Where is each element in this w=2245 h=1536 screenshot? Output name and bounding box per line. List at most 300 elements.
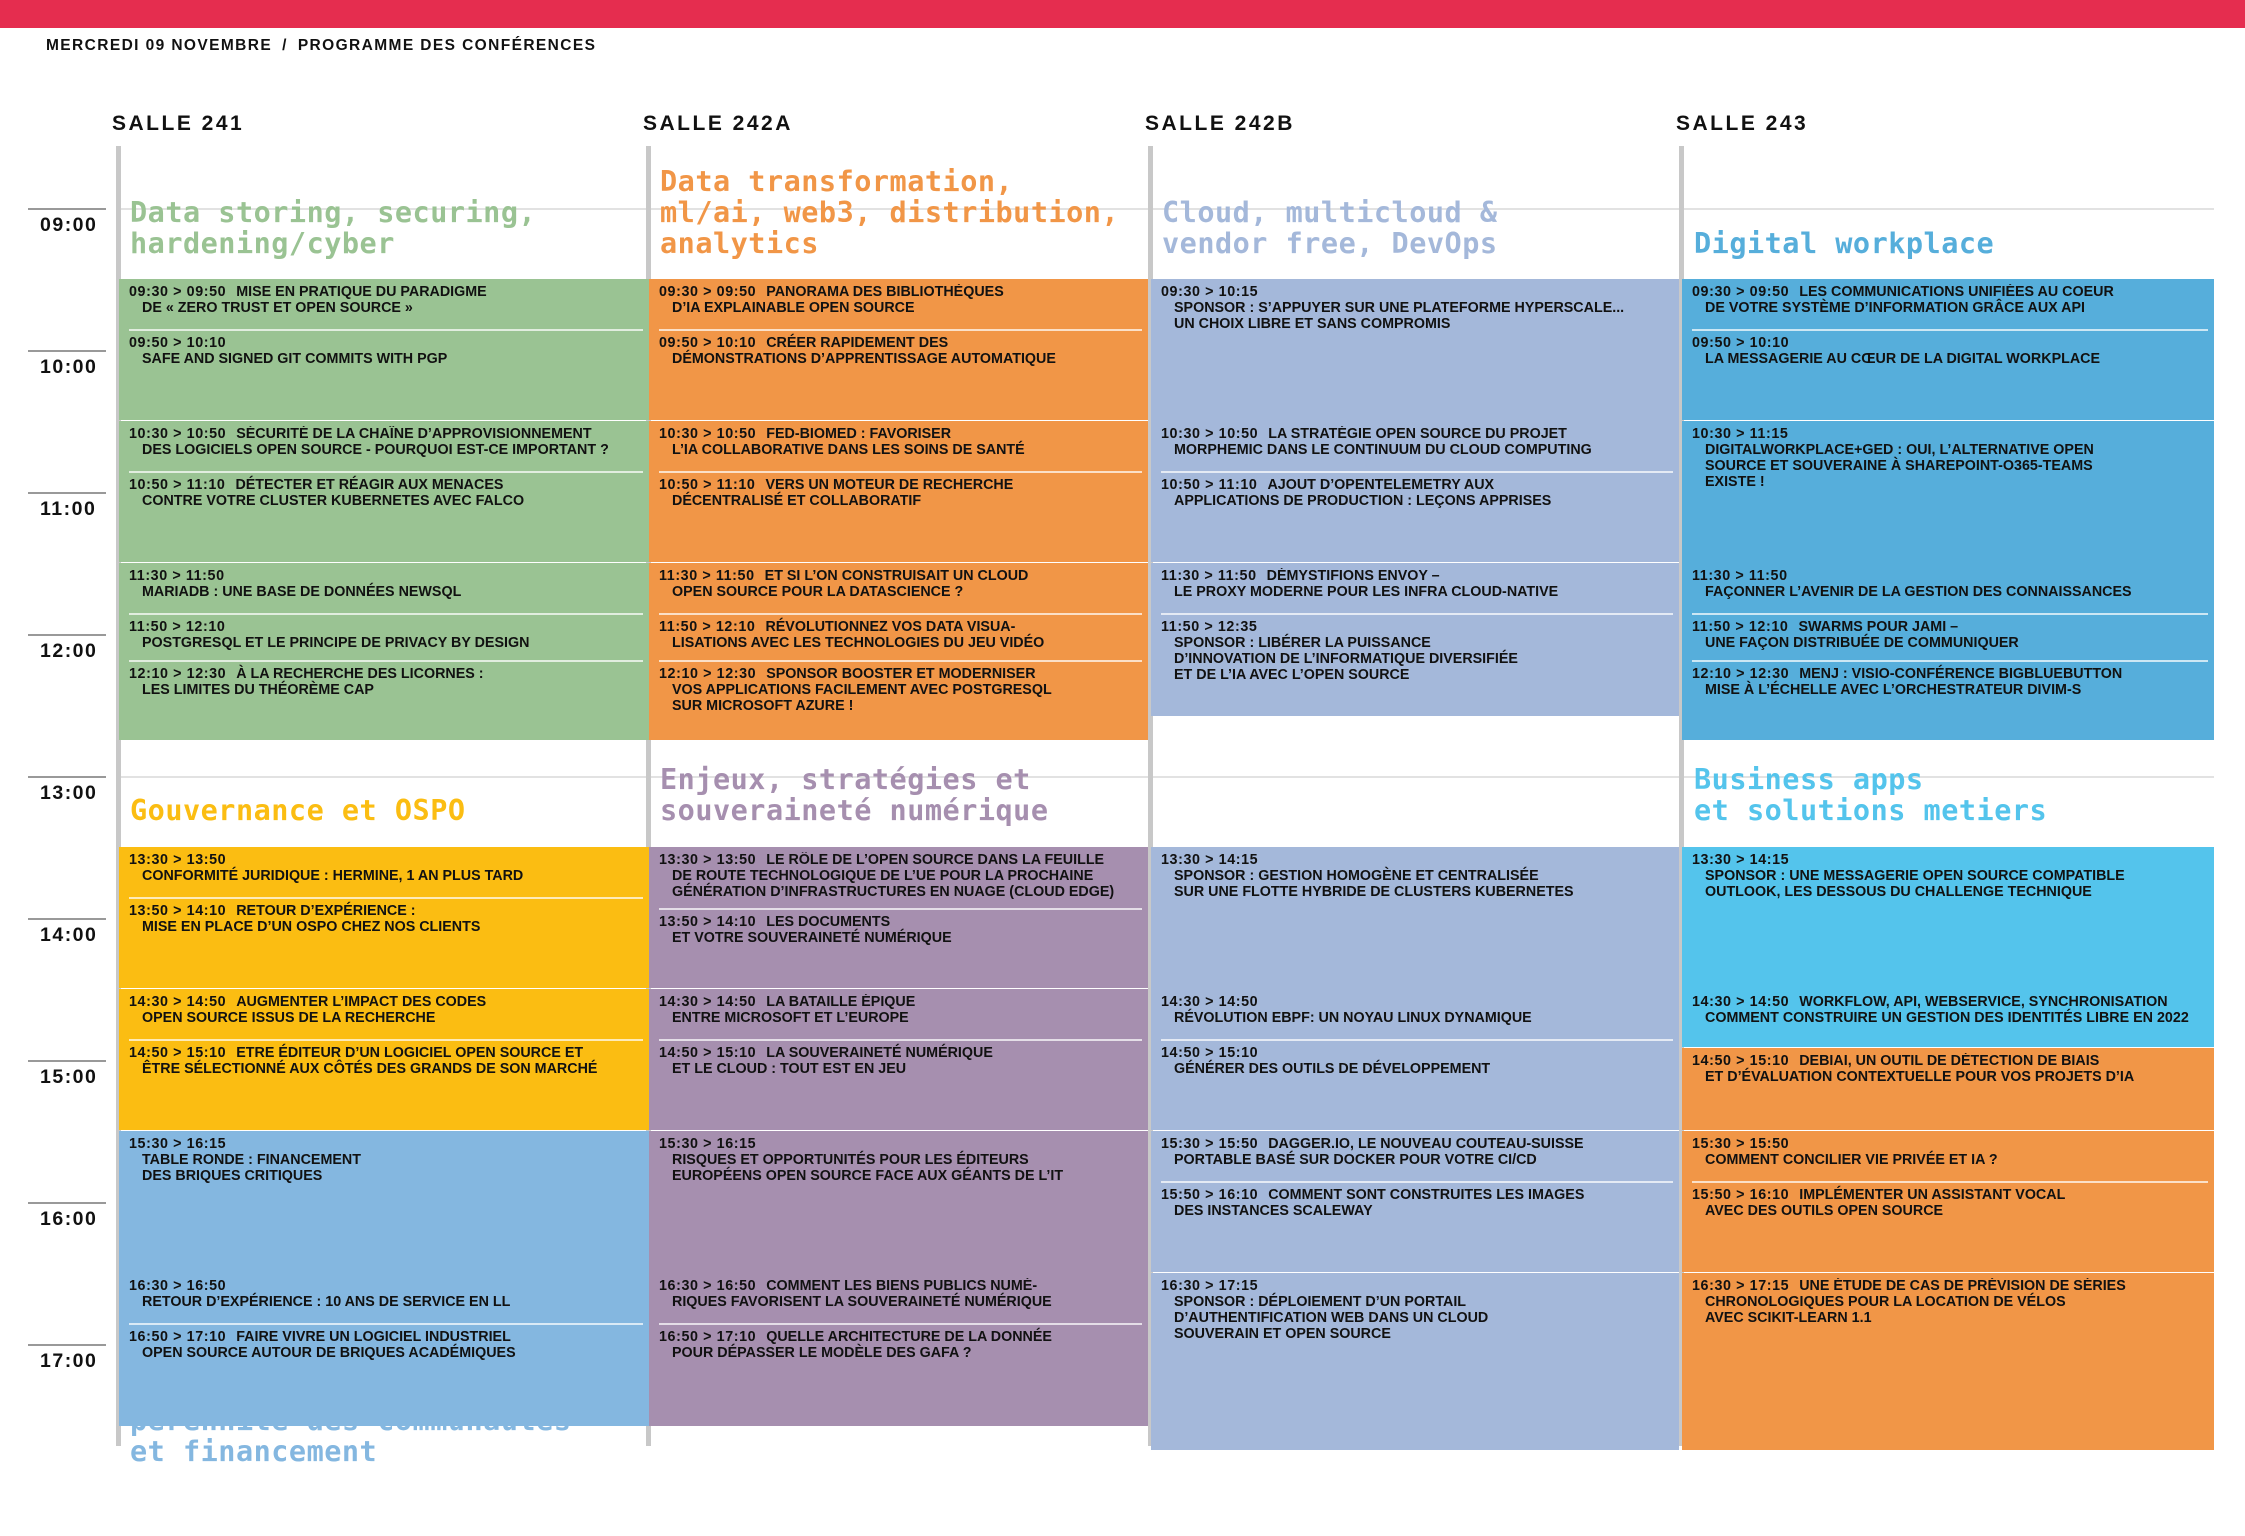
talk-time: 14:50 > 15:10: [659, 1045, 757, 1061]
talk-item: [129, 899, 643, 935]
session-block-s242b: [1151, 1273, 1679, 1450]
talk-time: 16:50 > 17:10: [129, 1329, 227, 1345]
talk-time: 11:50 > 12:10: [1692, 619, 1789, 635]
talk-first-line: [1161, 994, 1673, 1010]
talk-title-line: SOURCE ET SOUVERAINE À SHAREPOINT-O365-TEAMS: [1705, 458, 2093, 474]
talk-title-line: À LA RECHERCHE DES LICORNES :: [236, 666, 484, 682]
talk-time: 16:30 > 17:15: [1161, 1278, 1259, 1294]
hour-tick: [28, 634, 106, 636]
talk-item: [129, 852, 643, 899]
talk-time: 15:30 > 15:50: [1161, 1136, 1259, 1152]
talk-title-line: QUELLE ARCHITECTURE DE LA DONNÉE: [766, 1329, 1052, 1345]
room-242a: SALLE 242A: [643, 112, 793, 135]
talk-item: [129, 1136, 643, 1184]
hour-tick: [28, 918, 106, 920]
session-block-s242a: [649, 847, 1148, 988]
talk-item: [1692, 1136, 2208, 1183]
talk-first-line: [129, 666, 643, 682]
talk-item: [1692, 1053, 2208, 1085]
talk-item: [1161, 1183, 1673, 1219]
talk-time: 15:50 > 16:10: [1692, 1187, 1790, 1203]
talk-title-line: L’IA COLLABORATIVE DANS LES SOINS DE SANTÉ: [672, 442, 1025, 458]
talk-title-line: DES INSTANCES SCALEWAY: [1174, 1203, 1373, 1219]
talk-time: 16:30 > 17:15: [1692, 1278, 1790, 1294]
talk-title-line: MISE À L’ÉCHELLE AVEC L’ORCHESTRATEUR DIVIM-S: [1705, 682, 2082, 698]
grid-line: [119, 776, 649, 778]
talk-title-line: SWARMS POUR JAMI –: [1798, 619, 1959, 635]
talk-first-line: [659, 852, 1142, 868]
talk-item: [1161, 994, 1673, 1041]
talk-time: 14:30 > 14:50: [1161, 994, 1259, 1010]
talk-first-line: [1692, 994, 2208, 1010]
talk-first-line: [1161, 1278, 1673, 1294]
talk-title-line: LES LIMITES DU THÉORÈME CAP: [142, 682, 374, 698]
talk-title-line: POUR DÉPASSER LE MODÈLE DES GAFA ?: [672, 1345, 972, 1361]
talk-first-line: [659, 477, 1142, 493]
talk-item: [1692, 284, 2208, 331]
talk-title-line: DIGITALWORKPLACE+GED : OUI, L’ALTERNATIVE OPEN: [1705, 442, 2094, 458]
talk-title-line: SAFE AND SIGNED GIT COMMITS WITH PGP: [142, 351, 448, 367]
talk-title-line: DES BRIQUES CRITIQUES: [142, 1168, 323, 1184]
header-separator: /: [282, 37, 288, 54]
theme-s243-morning: Digital workplace: [1694, 227, 1995, 260]
talk-item: [129, 331, 643, 367]
talk-item: [1161, 852, 1673, 900]
talk-time: 09:50 > 10:10: [129, 335, 227, 351]
hour-tick: [28, 208, 106, 210]
talk-item: [1161, 1041, 1673, 1077]
talk-item: [659, 473, 1142, 509]
talk-title-line: LA BATAILLE ÉPIQUE: [766, 994, 916, 1010]
grid-line: [1682, 208, 2214, 210]
talk-time: 09:50 > 10:10: [659, 335, 757, 351]
room-243: SALLE 243: [1676, 112, 1809, 135]
talk-time: 10:50 > 11:10: [129, 477, 226, 493]
talk-item: [659, 994, 1142, 1041]
talk-title-line: EUROPÉENS OPEN SOURCE FACE AUX GÉANTS DE L’IT: [672, 1168, 1064, 1184]
talk-title-line: OPEN SOURCE ISSUS DE LA RECHERCHE: [142, 1010, 436, 1026]
talk-title-line: LA MESSAGERIE AU CŒUR DE LA DIGITAL WORKPLACE: [1705, 351, 2101, 367]
talk-title-line: LISATIONS AVEC LES TECHNOLOGIES DU JEU VIDÉO: [672, 635, 1045, 651]
talk-title-line: DÉCENTRALISÉ ET COLLABORATIF: [672, 493, 922, 509]
talk-item: [1161, 568, 1673, 615]
talk-title-line: CONTRE VOTRE CLUSTER KUBERNETES AVEC FALCO: [142, 493, 525, 509]
talk-first-line: [129, 1278, 643, 1294]
talk-title-line: SÉCURITÉ DE LA CHAÎNE D’APPROVISIONNEMENT: [236, 426, 592, 442]
talk-time: 14:30 > 14:50: [1692, 994, 1790, 1010]
talk-time: 11:30 > 11:50: [659, 568, 755, 584]
talk-title-line: SPONSOR : S’APPUYER SUR UNE PLATEFORME HYPERSCALE...: [1174, 300, 1625, 316]
talk-title-line: UNE ÉTUDE DE CAS DE PRÉVISION DE SÉRIES: [1799, 1278, 2126, 1294]
talk-title-line: DE « ZERO TRUST ET OPEN SOURCE »: [142, 300, 413, 316]
talk-first-line: [1692, 335, 2208, 351]
talk-item: [1161, 1278, 1673, 1342]
session-block-s241: [119, 1273, 649, 1426]
talk-time: 09:30 > 09:50: [129, 284, 227, 300]
talk-time: 14:30 > 14:50: [129, 994, 227, 1010]
hour-tick: [28, 776, 106, 778]
talk-item: [1692, 662, 2208, 698]
hour-tick: [28, 350, 106, 352]
session-block-s243: [1682, 1131, 2214, 1272]
talk-title-line: ET SI L’ON CONSTRUISAIT UN CLOUD: [764, 568, 1029, 584]
talk-title-line: MORPHEMIC DANS LE CONTINUUM DU CLOUD COMPUTING: [1174, 442, 1592, 458]
talk-title-line: COMMENT LES BIENS PUBLICS NUMÉ-: [766, 1278, 1038, 1294]
talk-item: [129, 1325, 643, 1361]
talk-time: 16:30 > 16:50: [659, 1278, 757, 1294]
talk-time: 13:30 > 13:50: [659, 852, 757, 868]
time-label: 14:00: [40, 924, 98, 946]
talk-time: 15:30 > 16:15: [129, 1136, 227, 1152]
session-block-s243: [1682, 1273, 2214, 1450]
time-label: 15:00: [40, 1066, 98, 1088]
talk-time: 11:30 > 11:50: [129, 568, 225, 584]
talk-first-line: [129, 477, 643, 493]
talk-title-line: SUR UNE FLOTTE HYBRIDE DE CLUSTERS KUBERNETES: [1174, 884, 1574, 900]
talk-title-line: OPEN SOURCE AUTOUR DE BRIQUES ACADÉMIQUES: [142, 1345, 516, 1361]
talk-first-line: [129, 994, 643, 1010]
talk-title-line: DEBIAI, UN OUTIL DE DÉTECTION DE BIAIS: [1799, 1053, 2100, 1069]
talk-title-line: OUTLOOK, LES DESSOUS DU CHALLENGE TECHNIQUE: [1705, 884, 2092, 900]
talk-first-line: [659, 568, 1142, 584]
talk-first-line: [659, 1045, 1142, 1061]
talk-item: [1692, 994, 2208, 1026]
talk-first-line: [1161, 284, 1673, 300]
talk-title-line: RISQUES ET OPPORTUNITÉS POUR LES ÉDITEURS: [672, 1152, 1029, 1168]
talk-first-line: [1161, 477, 1673, 493]
talk-item: [659, 615, 1142, 662]
talk-item: [1161, 615, 1673, 683]
session-block-s242b: [1151, 1131, 1679, 1272]
talk-first-line: [129, 619, 643, 635]
talk-time: 10:50 > 11:10: [1161, 477, 1258, 493]
talk-time: 09:30 > 09:50: [659, 284, 757, 300]
talk-first-line: [659, 666, 1142, 682]
talk-item: [1692, 331, 2208, 367]
talk-item: [1161, 473, 1673, 509]
talk-item: [129, 426, 643, 473]
talk-time: 13:50 > 14:10: [129, 903, 227, 919]
talk-title-line: PANORAMA DES BIBLIOTHÈQUES: [766, 284, 1004, 300]
talk-title-line: RETOUR D’EXPÉRIENCE :: [236, 903, 416, 919]
talk-title-line: DÉMYSTIFIONS ENVOY –: [1266, 568, 1440, 584]
talk-first-line: [129, 568, 643, 584]
room-241: SALLE 241: [112, 112, 245, 135]
talk-item: [659, 568, 1142, 615]
talk-title-line: DÉTECTER ET RÉAGIR AUX MENACES: [235, 477, 504, 493]
talk-item: [129, 1278, 643, 1325]
talk-title-line: LE RÔLE DE L’OPEN SOURCE DANS LA FEUILLE: [766, 852, 1105, 868]
time-label: 10:00: [40, 356, 98, 378]
talk-time: 10:50 > 11:10: [659, 477, 756, 493]
talk-title-line: FAIRE VIVRE UN LOGICIEL INDUSTRIEL: [236, 1329, 511, 1345]
talk-first-line: [129, 1329, 643, 1345]
talk-time: 14:30 > 14:50: [659, 994, 757, 1010]
talk-item: [1161, 426, 1673, 473]
talk-title-line: LA SOUVERAINETÉ NUMÉRIQUE: [766, 1045, 993, 1061]
talk-time: 10:30 > 10:50: [659, 426, 757, 442]
talk-title-line: ETRE ÉDITEUR D’UN LOGICIEL OPEN SOURCE ET: [236, 1045, 584, 1061]
talk-item: [129, 473, 643, 509]
talk-first-line: [659, 994, 1142, 1010]
talk-time: 11:30 > 11:50: [1161, 568, 1257, 584]
session-block-s241: [119, 421, 649, 562]
talk-time: 13:50 > 14:10: [659, 914, 757, 930]
talk-title-line: LE PROXY MODERNE POUR LES INFRA CLOUD-NATIVE: [1174, 584, 1559, 600]
talk-title-line: UN CHOIX LIBRE ET SANS COMPROMIS: [1174, 316, 1451, 332]
talk-title-line: DAGGER.IO, LE NOUVEAU COUTEAU-SUISSE: [1268, 1136, 1584, 1152]
talk-time: 12:10 > 12:30: [1692, 666, 1790, 682]
talk-item: [1692, 852, 2208, 900]
session-block-s242a: [649, 563, 1148, 740]
talk-item: [659, 331, 1142, 367]
talk-time: 13:30 > 13:50: [129, 852, 227, 868]
talk-item: [129, 615, 643, 662]
talk-item: [129, 662, 643, 698]
talk-title-line: AJOUT D’OPENTELEMETRY AUX: [1267, 477, 1495, 493]
talk-first-line: [659, 1136, 1142, 1152]
session-block-s241: [119, 989, 649, 1130]
talk-item: [1692, 426, 2208, 490]
talk-title-line: UNE FAÇON DISTRIBUÉE DE COMMUNIQUER: [1705, 635, 2019, 651]
session-block-s242b: [1151, 989, 1679, 1130]
talk-first-line: [1692, 666, 2208, 682]
grid-line: [1151, 776, 1679, 778]
talk-title-line: MARIADB : UNE BASE DE DONNÉES NEWSQL: [142, 584, 462, 600]
talk-title-line: PORTABLE BASÉ SUR DOCKER POUR VOTRE CI/CD: [1174, 1152, 1537, 1168]
theme-s243-afternoon: Business apps et solutions metiers: [1694, 763, 2048, 827]
talk-first-line: [1692, 284, 2208, 300]
talk-title-line: ENTRE MICROSOFT ET L’EUROPE: [672, 1010, 909, 1026]
talk-first-line: [1692, 619, 2208, 635]
talk-item: [659, 1325, 1142, 1361]
talk-first-line: [1692, 1136, 2208, 1152]
talk-title-line: SPONSOR BOOSTER ET MODERNISER: [766, 666, 1036, 682]
talk-item: [1692, 615, 2208, 662]
talk-first-line: [1692, 1278, 2208, 1294]
talk-first-line: [129, 335, 643, 351]
talk-first-line: [659, 914, 1142, 930]
talk-time: 13:30 > 14:15: [1692, 852, 1790, 868]
talk-time: 14:50 > 15:10: [1692, 1053, 1790, 1069]
talk-title-line: APPLICATIONS DE PRODUCTION : LEÇONS APPRISES: [1174, 493, 1552, 509]
talk-time: 12:10 > 12:30: [659, 666, 757, 682]
talk-title-line: LA STRATÉGIE OPEN SOURCE DU PROJET: [1268, 426, 1567, 442]
talk-title-line: CONFORMITÉ JURIDIQUE : HERMINE, 1 AN PLUS TARD: [142, 868, 524, 884]
session-block-s241: [119, 279, 649, 420]
talk-time: 14:50 > 15:10: [129, 1045, 227, 1061]
talk-title-line: AUGMENTER L’IMPACT DES CODES: [236, 994, 487, 1010]
talk-first-line: [129, 1136, 643, 1152]
talk-item: [659, 662, 1142, 714]
talk-first-line: [1161, 852, 1673, 868]
talk-title-line: WORKFLOW, API, WEBSERVICE, SYNCHRONISATION: [1799, 994, 2168, 1010]
session-block-s242a: [649, 1273, 1148, 1426]
time-label: 09:00: [40, 214, 98, 236]
talk-first-line: [659, 335, 1142, 351]
talk-first-line: [659, 619, 1142, 635]
talk-time: 09:30 > 10:15: [1161, 284, 1259, 300]
talk-first-line: [1692, 1187, 2208, 1203]
talk-item: [659, 284, 1142, 331]
talk-first-line: [129, 852, 643, 868]
talk-item: [659, 426, 1142, 473]
talk-first-line: [129, 426, 643, 442]
talk-first-line: [1692, 852, 2208, 868]
session-block-s243: [1682, 563, 2214, 740]
talk-first-line: [129, 1045, 643, 1061]
talk-title-line: GÉNÉRER DES OUTILS DE DÉVELOPPEMENT: [1174, 1061, 1491, 1077]
talk-time: 13:30 > 14:15: [1161, 852, 1259, 868]
talk-title-line: VOS APPLICATIONS FACILEMENT AVEC POSTGRESQL: [672, 682, 1052, 698]
session-block-s241: [119, 847, 649, 988]
talk-time: 10:30 > 11:15: [1692, 426, 1789, 442]
talk-time: 11:50 > 12:10: [659, 619, 756, 635]
talk-item: [129, 1041, 643, 1077]
session-block-s242a: [649, 421, 1148, 562]
talk-first-line: [1161, 1187, 1673, 1203]
talk-first-line: [1161, 619, 1673, 635]
talk-title-line: SPONSOR : LIBÉRER LA PUISSANCE: [1174, 635, 1431, 651]
talk-time: 16:50 > 17:10: [659, 1329, 757, 1345]
talk-time: 16:30 > 16:50: [129, 1278, 227, 1294]
talk-first-line: [659, 426, 1142, 442]
talk-title-line: D’AUTHENTIFICATION WEB DANS UN CLOUD: [1174, 1310, 1489, 1326]
talk-time: 10:30 > 10:50: [1161, 426, 1259, 442]
time-label: 17:00: [40, 1350, 98, 1372]
talk-title-line: GÉNÉRATION D’INFRASTRUCTURES EN NUAGE (CLOUD EDGE): [672, 884, 1115, 900]
talk-title-line: COMMENT CONCILIER VIE PRIVÉE ET IA ?: [1705, 1152, 1998, 1168]
time-label: 13:00: [40, 782, 98, 804]
time-label: 11:00: [40, 498, 97, 520]
session-block-s241: [119, 563, 649, 740]
talk-item: [1692, 1278, 2208, 1326]
talk-title-line: D’INNOVATION DE L’INFORMATIQUE DIVERSIFIÉE: [1174, 651, 1518, 667]
talk-first-line: [659, 1278, 1142, 1294]
talk-title-line: AVEC DES OUTILS OPEN SOURCE: [1705, 1203, 1944, 1219]
talk-time: 11:50 > 12:35: [1161, 619, 1258, 635]
talk-title-line: SOUVERAIN ET OPEN SOURCE: [1174, 1326, 1391, 1342]
hour-tick: [28, 1060, 106, 1062]
talk-first-line: [1161, 426, 1673, 442]
header-title: PROGRAMME DES CONFÉRENCES: [297, 37, 597, 54]
talk-first-line: [659, 284, 1142, 300]
talk-item: [1161, 1136, 1673, 1183]
talk-title-line: AVEC SCIKIT-LEARN 1.1: [1705, 1310, 1872, 1326]
talk-first-line: [1161, 568, 1673, 584]
theme-s242a-afternoon: Enjeux, stratégies et souveraineté numérique: [660, 763, 1049, 827]
theme-s242a-morning: Data transformation, ml/ai, web3, distribution, analytics: [660, 165, 1120, 260]
talk-title-line: CHRONOLOGIQUES POUR LA LOCATION DE VÉLOS: [1705, 1294, 2066, 1310]
talk-title-line: ET VOTRE SOUVERAINETÉ NUMÉRIQUE: [672, 930, 952, 946]
talk-title-line: DE VOTRE SYSTÈME D’INFORMATION GRÂCE AUX API: [1705, 300, 2085, 316]
talk-title-line: RETOUR D’EXPÉRIENCE : 10 ANS DE SERVICE EN LL: [142, 1294, 511, 1310]
talk-title-line: FED-BIOMED : FAVORISER: [766, 426, 952, 442]
talk-item: [129, 568, 643, 615]
talk-title-line: COMMENT CONSTRUIRE UN GESTION DES IDENTITÉS LIBRE EN 2022: [1705, 1010, 2189, 1026]
talk-first-line: [1692, 568, 2208, 584]
talk-title-line: DÉMONSTRATIONS D’APPRENTISSAGE AUTOMATIQUE: [672, 351, 1056, 367]
talk-title-line: IMPLÉMENTER UN ASSISTANT VOCAL: [1799, 1187, 2066, 1203]
session-block-s243: [1682, 989, 2214, 1047]
talk-time: 15:50 > 16:10: [1161, 1187, 1259, 1203]
talk-title-line: EXISTE !: [1705, 474, 1765, 490]
talk-first-line: [129, 903, 643, 919]
talk-title-line: RÉVOLUTIONNEZ VOS DATA VISUA-: [765, 619, 1016, 635]
talk-first-line: [1161, 1045, 1673, 1061]
talk-time: 12:10 > 12:30: [129, 666, 227, 682]
talk-title-line: RIQUES FAVORISENT LA SOUVERAINETÉ NUMÉRIQUE: [672, 1294, 1052, 1310]
talk-time: 10:30 > 10:50: [129, 426, 227, 442]
page-header: [46, 37, 596, 55]
talk-time: 11:50 > 12:10: [129, 619, 226, 635]
talk-item: [659, 1278, 1142, 1325]
talk-title-line: CRÉER RAPIDEMENT DES: [766, 335, 949, 351]
talk-time: 14:50 > 15:10: [1161, 1045, 1259, 1061]
theme-s241-bottom: et financement: [130, 1435, 378, 1468]
theme-s242b-morning: Cloud, multicloud & vendor free, DevOps: [1162, 196, 1498, 260]
talk-first-line: [1161, 1136, 1673, 1152]
talk-time: 15:30 > 16:15: [659, 1136, 757, 1152]
talk-time: 11:30 > 11:50: [1692, 568, 1788, 584]
talk-item: [129, 994, 643, 1041]
talk-title-line: TABLE RONDE : FINANCEMENT: [142, 1152, 361, 1168]
accent-bar: [0, 0, 2245, 28]
hour-tick: [28, 1202, 106, 1204]
session-block-s243: [1682, 421, 2214, 574]
talk-title-line: DES LOGICIELS OPEN SOURCE - POURQUOI EST-CE IMPORTANT ?: [142, 442, 609, 458]
talk-title-line: SPONSOR : DÉPLOIEMENT D’UN PORTAIL: [1174, 1294, 1467, 1310]
talk-item: [1161, 284, 1673, 332]
talk-title-line: ET LE CLOUD : TOUT EST EN JEU: [672, 1061, 907, 1077]
talk-first-line: [1692, 1053, 2208, 1069]
talk-title-line: LES DOCUMENTS: [766, 914, 891, 930]
talk-time: 09:50 > 10:10: [1692, 335, 1790, 351]
talk-title-line: POSTGRESQL ET LE PRINCIPE DE PRIVACY BY DESIGN: [142, 635, 530, 651]
theme-s241-afternoon: Gouvernance et OSPO: [130, 794, 466, 827]
talk-title-line: ÊTRE SÉLECTIONNÉ AUX CÔTÉS DES GRANDS DE SON MARCHÉ: [142, 1061, 598, 1077]
talk-title-line: RÉVOLUTION EBPF: UN NOYAU LINUX DYNAMIQUE: [1174, 1010, 1532, 1026]
talk-first-line: [1692, 426, 2208, 442]
talk-title-line: ET DE L’IA AVEC L’OPEN SOURCE: [1174, 667, 1410, 683]
talk-title-line: COMMENT SONT CONSTRUITES LES IMAGES: [1268, 1187, 1585, 1203]
room-242b: SALLE 242B: [1145, 112, 1295, 135]
talk-item: [659, 1041, 1142, 1077]
talk-item: [659, 852, 1142, 910]
talk-item: [659, 910, 1142, 946]
talk-item: [659, 1136, 1142, 1184]
time-label: 12:00: [40, 640, 98, 662]
talk-title-line: SUR MICROSOFT AZURE !: [672, 698, 854, 714]
talk-title-line: LES COMMUNICATIONS UNIFIÉES AU COEUR: [1799, 284, 2114, 300]
talk-title-line: MENJ : VISIO-CONFÉRENCE BIGBLUEBUTTON: [1799, 666, 2123, 682]
talk-title-line: MISE EN PLACE D’UN OSPO CHEZ NOS CLIENTS: [142, 919, 481, 935]
session-block-s242a: [649, 279, 1148, 420]
session-block-s243: [1682, 279, 2214, 420]
talk-title-line: FAÇONNER L’AVENIR DE LA GESTION DES CONNAISSANCES: [1705, 584, 2132, 600]
talk-first-line: [659, 1329, 1142, 1345]
talk-item: [1692, 1183, 2208, 1219]
talk-first-line: [129, 284, 643, 300]
session-block-s242b: [1151, 563, 1679, 716]
talk-time: 09:30 > 09:50: [1692, 284, 1790, 300]
talk-item: [129, 284, 643, 331]
talk-title-line: MISE EN PRATIQUE DU PARADIGME: [236, 284, 487, 300]
talk-title-line: OPEN SOURCE POUR LA DATASCIENCE ?: [672, 584, 964, 600]
talk-title-line: D’IA EXPLAINABLE OPEN SOURCE: [672, 300, 915, 316]
session-block-s242b: [1151, 421, 1679, 562]
session-block-s242a: [649, 989, 1148, 1130]
